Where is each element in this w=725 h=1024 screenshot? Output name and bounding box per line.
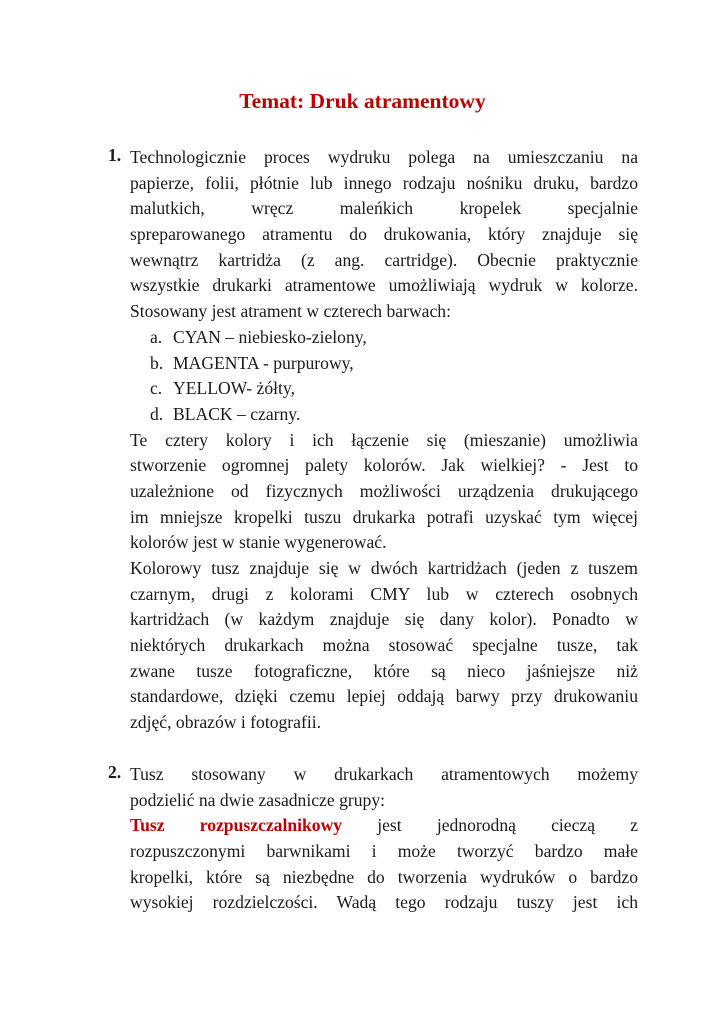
text-line: Tusz stosowany w drukarkach atramentowych możemy bbox=[130, 764, 638, 784]
paragraph bbox=[130, 145, 638, 325]
text-line: Kolorowy tusz znajduje się w dwóch kartridżach (jeden z tuszem bbox=[130, 558, 638, 578]
text-line bbox=[130, 813, 638, 839]
text-line: uzależnione od fizycznych możliwości urządzenia drukującego bbox=[130, 480, 638, 501]
section-body bbox=[130, 145, 638, 736]
section-number: 2. bbox=[108, 762, 122, 782]
text-line: wewnątrz kartridża (z ang. cartridge). Obecnie praktycznie bbox=[130, 249, 638, 270]
list-item bbox=[130, 402, 638, 428]
list-text: MAGENTA - purpurowy, bbox=[173, 352, 354, 373]
list-text: YELLOW- żółty, bbox=[173, 378, 295, 399]
text-line: rozpuszczonymi barwnikami i może tworzyć bardzo małe bbox=[130, 841, 638, 862]
text-line: Technologicznie proces wydruku polega na umieszczaniu na bbox=[130, 147, 638, 167]
list-marker: c. bbox=[150, 378, 163, 399]
list-text: CYAN – niebiesko-zielony, bbox=[173, 326, 367, 347]
text-line: spreparowanego atramentu do drukowania, który znajduje się bbox=[130, 224, 638, 245]
text-line: czarnym, drugi z kolorami CMY lub w czterech osobnych bbox=[130, 583, 638, 604]
list-item bbox=[130, 376, 638, 402]
section-2 bbox=[108, 762, 638, 916]
text-line: kartridżach (w każdym znajduje się dany kolor). Ponadto w bbox=[130, 609, 638, 630]
text-line: niektórych drukarkach można stosować specjalne tusze, tak bbox=[130, 635, 638, 656]
paragraph bbox=[130, 428, 638, 556]
list-marker: b. bbox=[150, 352, 164, 373]
text-line: Stosowany jest atrament w czterech barwach: bbox=[130, 301, 451, 322]
text-line: Te cztery kolory i ich łączenie się (mieszanie) umożliwia bbox=[130, 429, 638, 450]
section-number: 1. bbox=[108, 145, 122, 165]
text-line: im mniejsze kropelki tuszu drukarka potrafi uzyskać tym więcej bbox=[130, 506, 638, 527]
text-line: papierze, folii, płótnie lub innego rodzaju nośniku druku, bardzo bbox=[130, 172, 638, 193]
text-line: zdjęć, obrazów i fotografii. bbox=[130, 712, 322, 733]
paragraph bbox=[130, 556, 638, 736]
list-item bbox=[130, 351, 638, 377]
text-line: zwane tusze fotograficzne, które są nieco jaśniejsze niż bbox=[130, 660, 638, 681]
list-marker: a. bbox=[150, 326, 163, 347]
paragraph bbox=[130, 813, 638, 916]
list-marker: d. bbox=[150, 403, 164, 424]
text-line: malutkich, wręcz maleńkich kropelek specjalnie bbox=[130, 198, 638, 219]
text-line: standardowe, dzięki czemu lepiej oddają barwy przy drukowaniu bbox=[130, 686, 638, 707]
text-span: jest jednorodną cieczą z bbox=[342, 815, 638, 836]
text-line: stworzenie ogromnej palety kolorów. Jak wielkiej? - Jest to bbox=[130, 455, 638, 476]
page-title: Temat: Druk atramentowy bbox=[239, 89, 486, 113]
highlighted-term: Tusz rozpuszczalnikowy bbox=[130, 815, 343, 836]
section-body bbox=[130, 762, 638, 916]
list-item bbox=[130, 325, 638, 351]
list-text: BLACK – czarny. bbox=[173, 403, 301, 424]
text-line: wysokiej rozdzielczości. Wadą tego rodzaju tuszy jest ich bbox=[130, 892, 638, 913]
text-line: kolorów jest w stanie wygenerować. bbox=[130, 532, 387, 553]
paragraph bbox=[130, 762, 638, 813]
section-1 bbox=[108, 145, 638, 736]
color-list bbox=[130, 325, 638, 428]
text-line: wszystkie drukarki atramentowe umożliwiają wydruk w kolorze. bbox=[130, 275, 638, 296]
text-line: podzielić na dwie zasadnicze grupy: bbox=[130, 789, 385, 810]
text-line: kropelki, które są niezbędne do tworzenia wydruków o bardzo bbox=[130, 866, 638, 887]
